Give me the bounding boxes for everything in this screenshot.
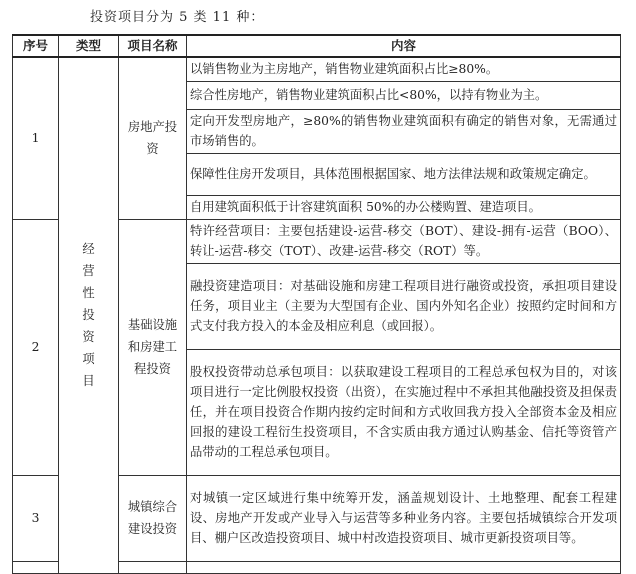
- table-header-row: [13, 35, 621, 57]
- category-char: 资: [82, 330, 95, 345]
- content-cell: 以销售物业为主房地产，销售物业建筑面积占比≥80%。: [187, 57, 621, 81]
- category-char: 性: [82, 286, 95, 301]
- project-name: 城镇综合建设投资: [119, 475, 187, 561]
- empty-cell: [119, 561, 187, 573]
- category-char: 目: [82, 374, 95, 389]
- category-char: 营: [82, 264, 95, 279]
- header-project-name: 项目名称: [119, 35, 187, 57]
- content-cell: 股权投资带动总承包项目：以获取建设工程项目的工程总承包权为目的，对该项目进行一定比例股权投资（出资），在实施过程中不承担其他融投资及担保责任，并在项目投资合作期内按约定时间和方式收回我方投入全部资本金及相应回报的建设工程衍生投资项目，不含实质由我方通过认购基金、信托等资管产品带动的工程总承包项目。: [187, 349, 621, 475]
- row-index: 3: [13, 475, 59, 561]
- empty-cell: [187, 561, 621, 573]
- header-type: 类型: [59, 35, 119, 57]
- header-index: 序号: [13, 35, 59, 57]
- header-content: 内容: [187, 35, 621, 57]
- content-cell: 综合性房地产，销售物业建筑面积占比<80%，以持有物业为主。: [187, 81, 621, 109]
- row-index: 2: [13, 219, 59, 475]
- content-cell: 融投资建造项目：对基础设施和房建工程项目进行融资或投资，承担项目建设任务，项目业主（主要为大型国有企业、国内外知名企业）按照约定时间和方式支付我方投入的本金及相应利息（或回报）。: [187, 263, 621, 349]
- category-char: 项: [82, 352, 95, 367]
- project-name: 房地产投资: [119, 57, 187, 219]
- project-name: 基础设施和房建工程投资: [119, 219, 187, 475]
- intro-text: 投资项目分为 5 类 11 种：: [90, 10, 265, 25]
- content-cell: 自用建筑面积低于计容建筑面积 50%的办公楼购置、建造项目。: [187, 195, 621, 219]
- empty-cell: [13, 561, 59, 573]
- category-char: 经: [82, 242, 95, 257]
- row-index: 1: [13, 57, 59, 219]
- content-cell: 对城镇一定区域进行集中统筹开发，涵盖规划设计、土地整理、配套工程建设、房地产开发或产业导入与运营等多种业务内容。主要包括城镇综合开发项目、棚户区改造投资项目、城中村改造投资项目、城市更新投资项目等。: [187, 475, 621, 561]
- content-cell: 定向开发型房地产，≥80%的销售物业建筑面积有确定的销售对象，无需通过市场销售的。: [187, 109, 621, 153]
- category-char: 投: [82, 308, 95, 323]
- content-cell: 特许经营项目：主要包括建设-运营-移交（BOT）、建设-拥有-运营（BOO）、转让-运营-移交（TOT）、改建-运营-移交（ROT）等。: [187, 219, 621, 263]
- category-cell: [59, 57, 119, 573]
- investment-table: [12, 34, 621, 574]
- table-row: [13, 57, 621, 81]
- content-cell: 保障性住房开发项目，具体范围根据国家、地方法律法规和政策规定确定。: [187, 153, 621, 195]
